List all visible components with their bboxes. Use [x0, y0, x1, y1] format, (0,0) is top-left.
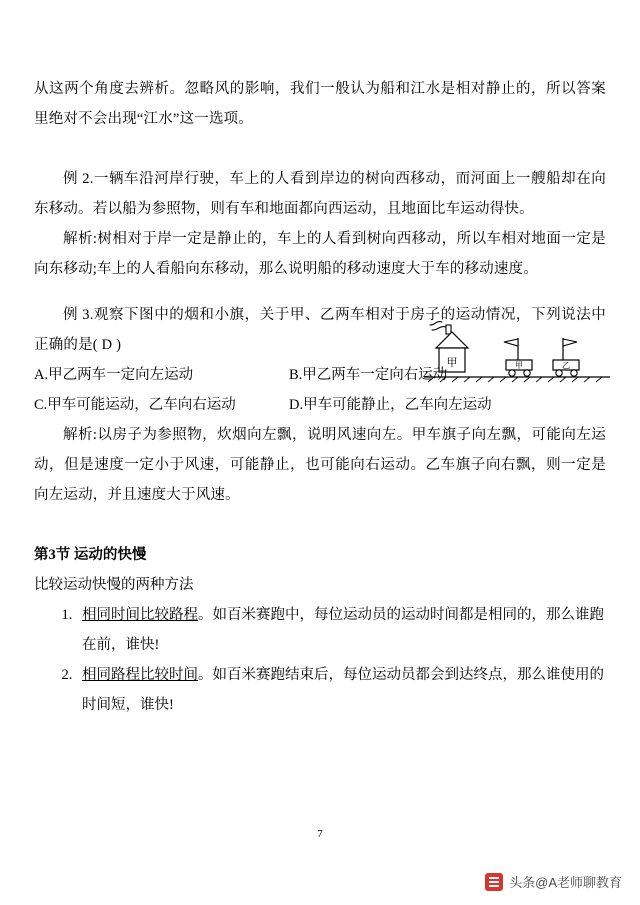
svg-text:甲: 甲 — [446, 357, 458, 369]
spacer — [34, 284, 606, 300]
svg-text:甲: 甲 — [515, 361, 523, 370]
option-d: D.甲车可能静止，乙车向左运动 — [289, 397, 492, 413]
example-3-options-row-1 — [34, 360, 606, 390]
method-1-keyword: 相同时间比较路程 — [82, 607, 198, 623]
toutiao-logo-icon — [485, 873, 503, 891]
section-title: 第3节 运动的快慢 — [34, 547, 147, 563]
svg-text:乙: 乙 — [562, 361, 570, 370]
method-list — [34, 600, 606, 720]
list-item — [76, 660, 606, 720]
document-body — [34, 74, 606, 720]
watermark-text: 头条@A老师聊教育 — [509, 875, 622, 890]
option-b: B.甲乙两车一定向右运动 — [289, 367, 448, 383]
example-2-analysis: 解析:树相对于岸一定是静止的，车上的人看到树向西移动，所以车相对地面一定是向东移动;车上的人看船向东移动，那么说明船的移动速度大于车的移动速度。 — [34, 231, 606, 277]
example-3-stem: 例 3.观察下图中的烟和小旗，关于甲、乙两车相对于房子的运动情况，下列说法中正确的是( D ) — [34, 307, 606, 353]
spacer — [34, 510, 606, 540]
option-a: A.甲乙两车一定向左运动 — [34, 367, 194, 383]
watermark — [485, 872, 622, 891]
paragraph-intro: 从这两个角度去辨析。忽略风的影响，我们一般认为船和江水是相对静止的，所以答案里绝对不会出现“江水”这一选项。 — [34, 81, 606, 127]
method-1-text: 。如百米赛跑中，每位运动员的运动时间都是相同的，那么谁跑在前，谁快! — [82, 607, 604, 653]
page-number: 7 — [317, 828, 323, 840]
spacer — [34, 134, 606, 164]
section-subtitle: 比较运动快慢的两种方法 — [34, 577, 194, 593]
method-2-keyword: 相同路程比较时间 — [82, 667, 198, 683]
method-2-text: 。如百米赛跑结束后，每位运动员都会到达终点，那么谁使用的时间短，谁快! — [82, 667, 604, 713]
example-2-stem: 例 2.一辆车沿河岸行驶，车上的人看到岸边的树向西移动，而河面上一艘船却在向东移动。若以船为参照物，则有车和地面都向西运动，且地面比车运动得快。 — [34, 171, 606, 217]
example-3-analysis: 解析:以房子为参照物，炊烟向左飘，说明风速向左。甲车旗子向左飘，可能向左运动，但是速度一定小于风速，可能静止，也可能向右运动。乙车旗子向右飘，则一定是向左运动，并且速度大于风速。 — [34, 427, 606, 503]
list-item — [76, 600, 606, 660]
option-c: C.甲车可能运动，乙车向右运动 — [34, 397, 236, 413]
example-3-options-row-2 — [34, 390, 606, 420]
